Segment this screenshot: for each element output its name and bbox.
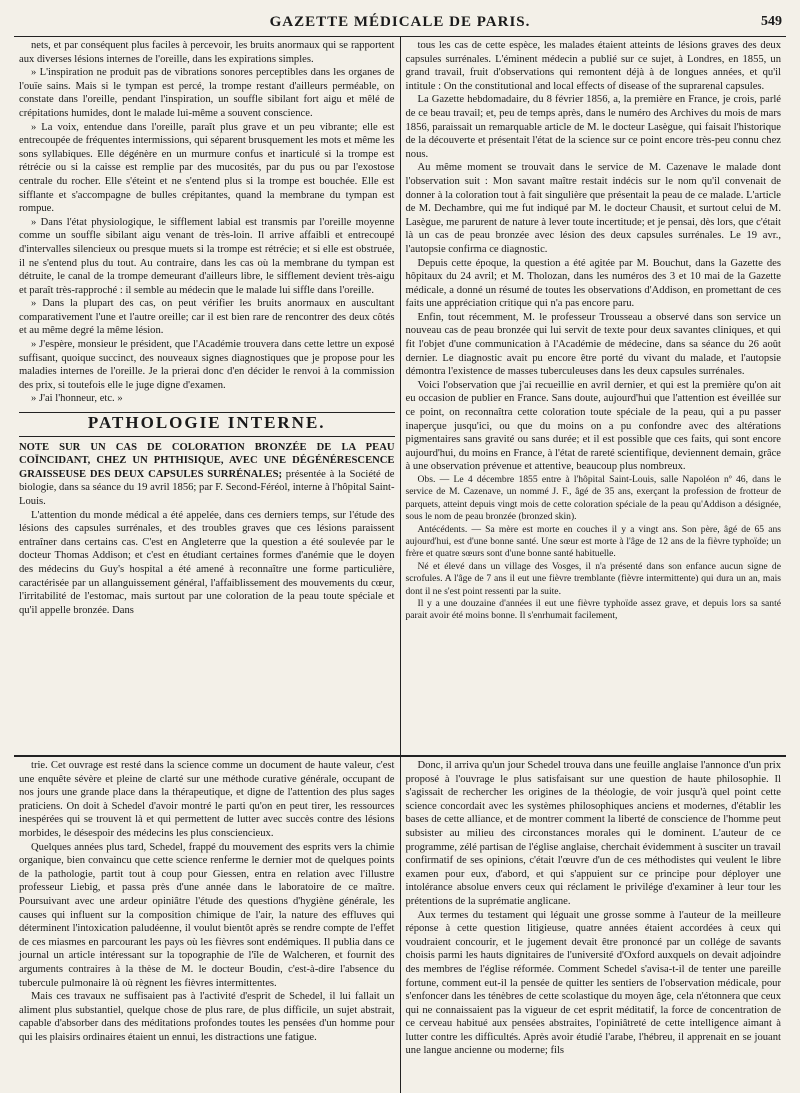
paragraph: Mais ces travaux ne suffisaient pas à l'activité d'esprit de Schedel, il lui fallait un aliment plus substantiel, quelque chose de plus rare, de plus difficile, un sujet abstrait, capable d'absorber dans des méditations profondes toutes les pensées d'un homme pour qui les plaisirs ordinaires étaient un ennui, les distractions une fatigue. xyxy=(19,991,395,1043)
paragraph: Quelques années plus tard, Schedel, frappé du mouvement des esprits vers la chimie organique, bien convaincu que cette science renferme le dernier mot de quelques points de la pathologie, partit tout à coup pour Giessen, entra en relation avec l'illustre professeur Liebig, et passa près d'une année dans le laboratoire de ce maître. Poursuivant avec une ardeur opiniâtre l'étude des questions d'hygiène générale, les causes qui influent sur la composition chimique de l'air, la nature des effluves qui déterminent l'intoxication paludéenne, il voulut bientôt après se rendre compte de l'effet de ces miasmes en parcourant les pays où les fièvres sont endémiques. Il publia dans ce journal un article intéressant sur la topographie de l'île de Walcheren, et fournit des arguments contraires à la thèse de M. le docteur Boudin, c'est-à-dire l'absence du tubercule pulmonaire là où règnent les fièvres intermittentes. xyxy=(19,841,395,989)
paragraph: Aux termes du testament qui léguait une grosse somme à l'auteur de la meilleure réponse à cette question litigieuse, quatre années étaient accordées à ceux qui voudraient concourir, et le jugement devait être prononcé par un collége de savants choisis parmi les hauts dignitaires de l'université d'Oxford auxquels on devait adjoindre des membres de l'église réformée. Comment Schedel s'avisa-t-il de tenter une pareille fortune, comment eut-il la pensée de quitter les sentiers de l'observation médicale, pour s'enfoncer dans les ténèbres de cette scolastique du moyen âge, cela n'étonnera que ceux qui ne connaissaient pas la vigueur de cet esprit méditatif, la force de concentration de ce cerveau habitué aux pensées abstraites, l'opiniâtreté de cette intelligence aimant à lutter contre les difficultés. Après avoir étudié l'arabe, l'hébreu, il apprenait en se jouant une langue ancienne ou moderne; fils xyxy=(405,909,781,1057)
article-section xyxy=(14,37,786,757)
paragraph: Né et élevé dans un village des Vosges, il n'a présenté dans son enfance aucun signe de scrofules. A l'âge de 7 ans il eut une fièvre tremblante (fièvre intermittente) qui dura un an, mais dont il ne s'est point ressenti par la suite. xyxy=(405,560,781,597)
paragraph: La Gazette hebdomadaire, du 8 février 1856, a, la première en France, je crois, parlé de ce beau travail; et, peu de temps après, dans le numéro des Archives du mois de mars 1856, paraissait un remarquable article de M. le docteur Lasègue, qui faisait l'historique de la découverte et présentait l'état de la science sur ce point encore très-peu connu chez nous. xyxy=(405,94,781,160)
paragraph: Voici l'observation que j'ai recueillie en avril dernier, et qui est la première qu'on ait eu occasion de publier en France. Sans doute, aujourd'hui que l'attention est éveillée sur ce point, on reconnaîtra cette coloration toute spéciale de la peau, qui a pu passer inaperçue jusqu'ici, ou que du moins on a pu confondre avec des altérations pigmentaires sans gravité ou sans durée; et il est possible que ces faits, qui sont encore aujourd'hui, du moins en France, à l'état de rareté scientifique, deviennent demain, grâce à une observation prévenue et attentive, beaucoup plus nombreux. xyxy=(405,379,781,473)
section-title: PATHOLOGIE INTERNE. xyxy=(87,413,326,433)
paragraph: » Dans la plupart des cas, on peut vérifier les bruits anormaux en auscultant comparativement l'une et l'autre oreille; car il est bien rare de rencontrer des deux côtés et au même degré la même lésion. xyxy=(19,298,395,337)
feuilleton-section xyxy=(14,757,786,1093)
paragraph: Enfin, tout récemment, M. le professeur Trousseau a observé dans son service un nouveau cas de peau bronzée qui lui servit de texte pour deux savantes cliniques, et qui fit l'objet d'une communication à l'Académie de médecine, dans sa séance du 26 août dernier. Le diagnostic avait pu encore être porté du vivant du malade, et l'autopsie démontra l'existence de masses tuberculeuses dans les deux capsules surrénales. xyxy=(405,311,781,378)
page-number: 549 xyxy=(761,14,782,29)
paragraph: » Dans l'état physiologique, le sifflement labial est transmis par l'oreille moyenne comme un souffle sibilant aigu venant de très-loin. Il arrive affaibli et entrecoupé d'intervalles silencieux ou presque muets si la trompe est rétrécie; et si elle est obstruée, il ne s'entend plus du tout. Au contraire, dans les cas où la membrane du tympan est détruite, le canal de la trompe demeurant d'ailleurs libre, le sifflement devient très-aigu et paraît très-rapproché : il semble au médecin que le malade lui siffle dans l'oreille. xyxy=(19,216,395,296)
paragraph: Au même moment se trouvait dans le service de M. Cazenave le malade dont l'observation suit : Mon savant maître restait indécis sur le nom qu'il convenait de donner à la coloration tout à fait singulière que présentait la peau de ce malade. L'article de M. Dechambre, qui me fut indiqué par M. le docteur Chausit, et surtout celui de M. Lasègue, me parurent de nature à lever toute incertitude; et je pensai, dès lors, que c'était là un cas de peau bronzée avec lésion des deux capsules surrénales. Le 19 avr., l'autopsie confirma ce diagnostic. xyxy=(405,162,781,255)
column-upper-left xyxy=(14,37,401,755)
paragraph: Antécédents. — Sa mère est morte en couches il y a vingt ans. Son père, âgé de 65 ans aujourd'hui, est d'une bonne santé. Une sœur est morte à l'âge de 12 ans de la fièvre typhoïde; un frère et quatre sœurs sont d'une bonne santé habituelle. xyxy=(405,523,781,560)
paragraph: Donc, il arriva qu'un jour Schedel trouva dans une feuille anglaise l'annonce d'un prix proposé à l'ouvrage le plus satisfaisant sur une question de haute philosophie. Il s'agissait de rechercher les origines de la théologie, de voir jusqu'à quel point cette science concordait avec les systèmes philosophiques anciens et modernes, d'établir les bases de cette alliance, et de montrer comment la liberté de conscience de l'homme peut subsister au milieu des circonstances morales qui le dominent. L'auteur de ce programme, zélé partisan de l'église anglaise, cherchait évidemment à susciter un travail confirmatif de ses opinions, c'était l'œuvre d'un de ces méthodistes qui veulent le libre examen pour eux, d'abord, et qui s'appuient sur ce principe pour déployer une intolérance absolue envers ceux qui réclament le privilége d'examiner à leur tour les prétentions de la suprématie anglicane. xyxy=(405,760,781,907)
paragraph: Depuis cette époque, la question a été agitée par M. Bouchut, dans la Gazette des hôpitaux du 24 avril; et M. Tholozan, dans les numéros des 3 et 10 mai de la Gazette médicale, a donné un résumé de toutes les observations d'Addison, en promettant de ces faits une appréciation critique qui n'a pas encore paru. xyxy=(405,257,781,310)
paragraph: Il y a une douzaine d'années il eut une fièvre typhoïde assez grave, et depuis lors sa santé parait avoir été moins bonne. Il s'enrhumait facilement, xyxy=(405,598,781,622)
paragraph: » La voix, entendue dans l'oreille, paraît plus grave et un peu vibrante; elle est entrecoupée de fréquentes intermissions, qui séparent brusquement les mots et même les sons syllabiques. Elle dégénère en un murmure confus et inarticulé si la trompe est rétrécie ou si la caisse est remplie par des mucosités, par du pus ou par l'exostose centrale du rocher. Elle s'éteint et ne s'entend plus si la trompe est bouchée. Elle est sifflante et s'accompagne de bulles crépitantes, quand la membrane du tympan est rompue. xyxy=(19,121,395,215)
journal-title: GAZETTE MÉDICALE DE PARIS. xyxy=(269,14,531,30)
paragraph: nets, et par conséquent plus faciles à percevoir, les bruits anormaux qui se rapportent aux diverses lésions internes de l'oreille, dans les expirations simples. xyxy=(19,40,395,65)
note-heading: NOTE SUR UN CAS DE COLORATION BRONZÉE DE LA PEAU COÏNCIDANT, CHEZ UN PHTHISIQUE, AVEC UNE DÉGÉNÉRESCENCE GRAISSEUSE DES DEUX CAPSULES SURRÉNALES; xyxy=(19,441,395,480)
column-lower-right xyxy=(401,757,787,1093)
note-byline: présentée à la Société de biologie, dans sa séance du 19 avril 1856; par F. Second-Féréol, interne à l'hôpital Saint-Louis. xyxy=(19,468,395,507)
paragraph: trie. Cet ouvrage est resté dans la science comme un document de haute valeur, c'est une enquête sévère et pleine de clarté sur une méthode curative générale, occupant de nos jours une grande place dans la thérapeutique, et digne de l'attention des plus sages praticiens. On doit à Schedel d'avoir montré le parti qu'on en peut tirer, les ressources inespérées qui se trouvent là et qui permettent de lutter avec succès contre des lésions morbides, le désespoir des médecins les plus consciencieux. xyxy=(19,760,395,839)
section-heading xyxy=(19,412,395,437)
paragraph: Obs. — Le 4 décembre 1855 entre à l'hôpital Saint-Louis, salle Napoléon nº 46, dans le service de M. Cazenave, un nommé J. F., âgé de 35 ans, exerçant la profession de frotteur de parquets, atteint depuis vingt mois de cette coloration spéciale de la peau qu'Addison a désignée, sous le nom de peau bronzée (bronzed skin). xyxy=(405,474,781,523)
paragraph: » J'ai l'honneur, etc. » xyxy=(31,393,123,405)
observation-block xyxy=(406,474,782,623)
page-header xyxy=(14,0,786,37)
paragraph: » J'espère, monsieur le président, que l'Académie trouvera dans cette lettre un exposé suffisant, quoique succinct, des nouveaux signes diagnostiques que je propose pour les maladies internes de l'oreille. Je la prierai donc d'en décider le renvoi à la commission des prix, si toutefois elle le juge digne d'examen. xyxy=(19,339,395,391)
column-upper-right xyxy=(401,37,787,755)
paragraph: tous les cas de cette espèce, les malades étaient atteints de lésions graves des deux capsules surrénales. L'éminent médecin a publié sur ce sujet, à Londres, en 1855, un grand travail, fruit d'observations qui remontent déjà à de longues années, et qu'il intitule : On the constitutional and local effects of disease of the suprarenal capsules. xyxy=(405,40,781,92)
paragraph: L'attention du monde médical a été appelée, dans ces derniers temps, sur l'étude des lésions des capsules surrénales, et des troubles graves que ces lésions paraissent entraîner dans certains cas. C'est en Angleterre que la question a été soulevée par le docteur Thomas Addison; et c'est en étudiant certaines formes d'anémie que le doyen des médecins du Guy's hospital a été amené à reconnaître une forme particulière, caractérisée par un allanguissement général, l'affaiblissement des mouvements du cœur, l'irritabilité de l'estomac, mais surtout par une coloration de la peau toute spéciale et qu'il appelle bronzée. Dans xyxy=(19,509,395,616)
article-note xyxy=(19,441,395,509)
column-lower-left xyxy=(14,757,401,1093)
paragraph: » L'inspiration ne produit pas de vibrations sonores perceptibles dans les organes de l'ouïe sains. Mais si le tympan est percé, la trompe restant d'ailleurs perméable, on constate dans l'oreille, pendant l'inspiration, un souffle sibilant fort aigu et mêlé de crépitations humides, dont le malade lui-même a souvent conscience. xyxy=(19,67,395,119)
